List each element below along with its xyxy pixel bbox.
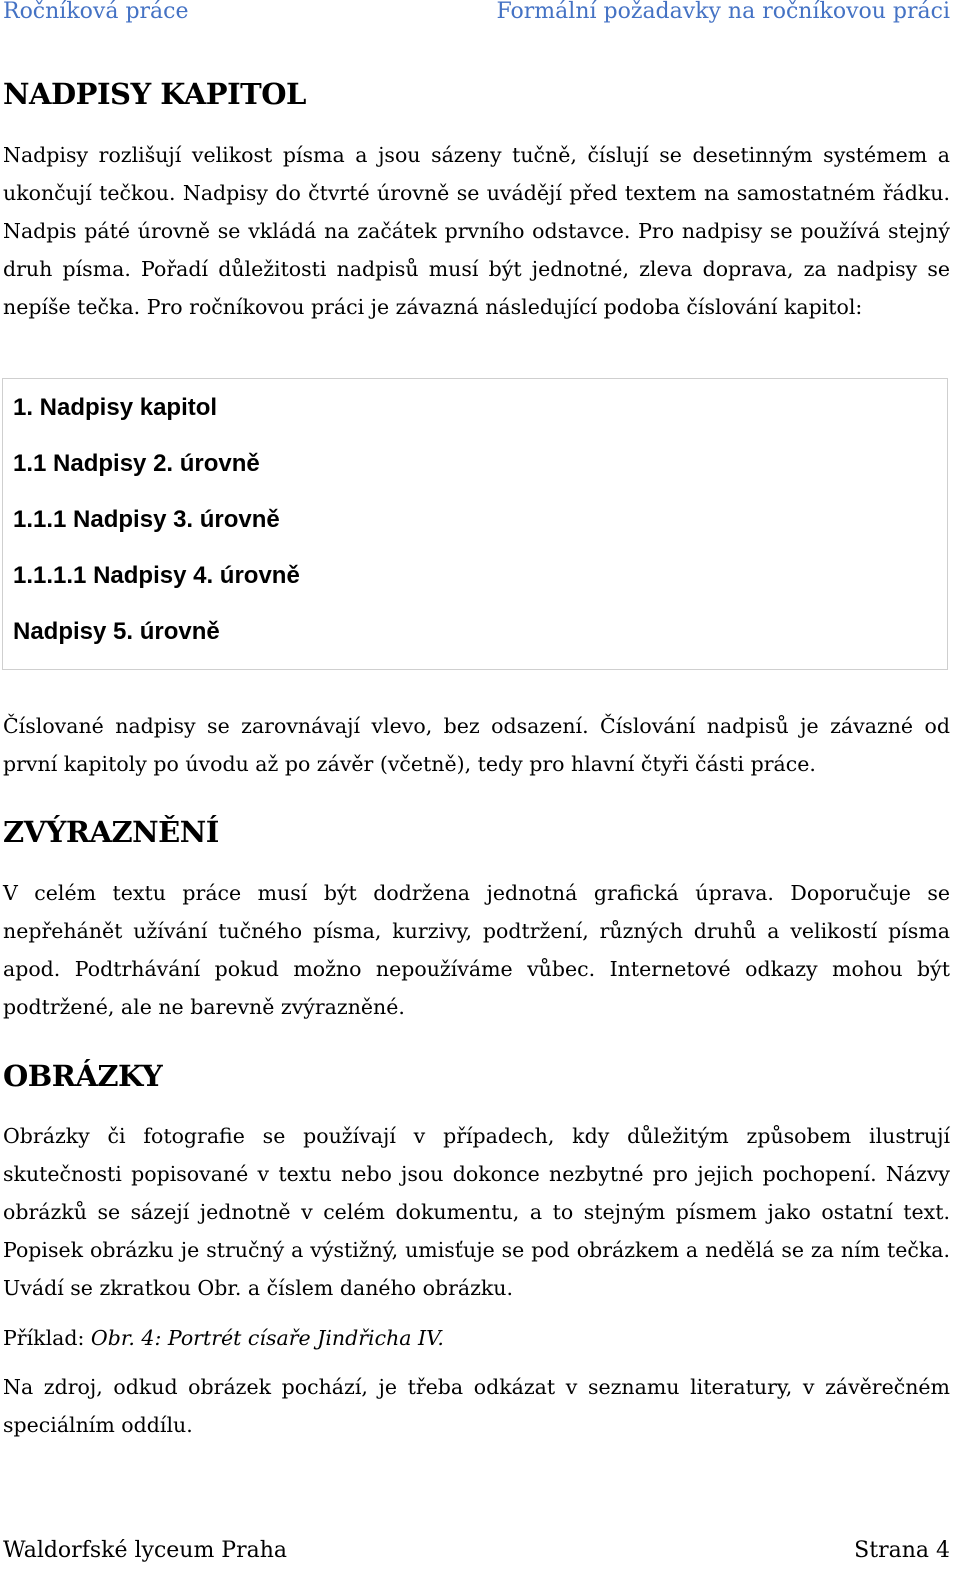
obrazky-paragraph-1: Obrázky či fotografie se používají v případech, kdy důležitým způsobem ilustrují skutečnosti popisované v textu nebo jsou dokonce nezbytné pro jejich pochopení. Názvy obrázků se sázejí jednotně v celém dokumentu, a to stejným písmem jako ostatní text. Popisek obrázku je stručný a výstižný, umisťuje se pod obrázkem a nedělá se za ním tečka. Uvádí se zkratkou Obr. a číslem daného obrázku. xyxy=(3,1124,950,1300)
zvyrazneni-paragraph: V celém textu práce musí být dodržena jednotná grafická úprava. Doporučuje se nepřehánět užívání tučného písma, kurzivy, podtržení, různých druhů a velikostí písma apod. Podtrhávání pokud možno nepoužíváme vůbec. Internetové odkazy mohou být podtržené, ale ne barevně zvýrazněné. xyxy=(3,881,950,1019)
header-left: Ročníková práce xyxy=(3,0,189,24)
footer-left: Waldorfské lyceum Praha xyxy=(3,1538,288,1563)
example-heading-level-2: 1.1 Nadpisy 2. úrovně xyxy=(13,450,260,477)
nadpisy-paragraph-1: Nadpisy rozlišují velikost písma a jsou sázeny tučně, číslují se desetinným systémem a ukončují tečkou. Nadpisy do čtvrté úrovně se uvádějí před textem na samostatném řádku. Nadpis páté úrovně se vkládá na začátek prvního odstavce. Pro nadpisy se používá stejný druh písma. Pořadí důležitosti nadpisů musí být jednotné, zleva doprava, za nadpisy se nepíše tečka. Pro ročníkovou práci je závazná následující podoba číslování kapitol: xyxy=(3,143,950,319)
heading-nadpisy-kapitol: NADPISY KAPITOL xyxy=(3,77,306,111)
heading-zvyrazneni: ZVÝRAZNĚNÍ xyxy=(3,815,219,849)
example-label: Příklad: xyxy=(3,1326,91,1350)
header-right: Formální požadavky na ročníkovou práci xyxy=(496,0,950,24)
obrazky-paragraph-2: Na zdroj, odkud obrázek pochází, je třeba odkázat v seznamu literatury, v závěrečném speciálním oddílu. xyxy=(3,1375,950,1437)
heading-examples-box xyxy=(2,378,948,670)
example-heading-level-5: Nadpisy 5. úrovně xyxy=(13,618,220,645)
nadpisy-paragraph-2: Číslované nadpisy se zarovnávají vlevo, bez odsazení. Číslování nadpisů je závazné od první kapitoly po úvodu až po závěr (včetně), tedy pro hlavní čtyři části práce. xyxy=(3,714,950,776)
page-header xyxy=(3,0,950,32)
page-footer xyxy=(3,1538,950,1570)
example-caption: Obr. 4: Portrét císaře Jindřicha IV. xyxy=(90,1326,444,1350)
example-heading-level-4: 1.1.1.1 Nadpisy 4. úrovně xyxy=(13,562,300,589)
page-number: Strana 4 xyxy=(854,1538,950,1563)
example-heading-level-3: 1.1.1 Nadpisy 3. úrovně xyxy=(13,506,280,533)
example-heading-level-1: 1. Nadpisy kapitol xyxy=(13,394,218,421)
heading-obrazky: OBRÁZKY xyxy=(3,1059,163,1093)
figure-caption-example xyxy=(3,1322,444,1354)
